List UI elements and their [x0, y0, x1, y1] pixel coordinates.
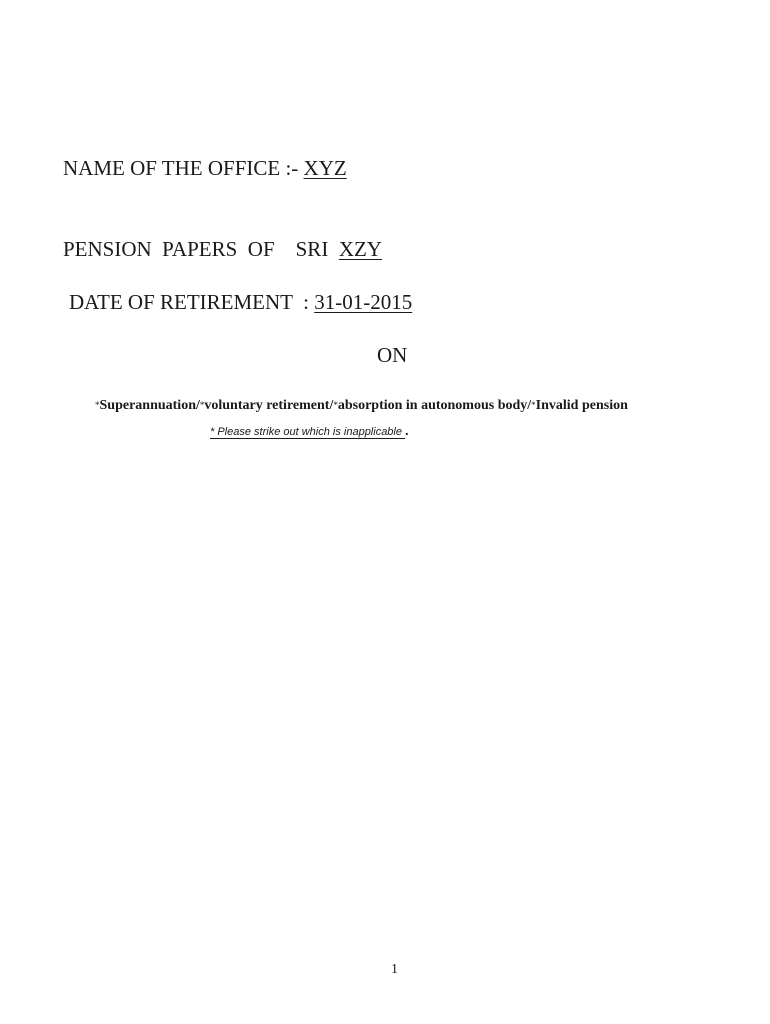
strike-marker: * [199, 400, 205, 410]
strike-out-note [210, 424, 409, 439]
option-superannuation: Superannuation/ [99, 398, 200, 413]
option-voluntary-retirement: voluntary retirement/ [204, 398, 334, 413]
office-name-line [63, 156, 347, 180]
retirement-date-value: 31-01-2015 [314, 290, 413, 314]
retirement-date-label: DATE OF RETIREMENT : [69, 290, 315, 314]
pension-papers-label: PENSION PAPERS OF SRI [63, 237, 339, 261]
retirement-date-line [69, 290, 412, 314]
page-number: 1 [391, 962, 398, 977]
on-heading: ON [377, 343, 408, 367]
office-name-value: XYZ [303, 156, 347, 180]
strike-out-note-text: * Please strike out which is inapplicable [210, 426, 406, 438]
option-invalid-pension: Invalid pension [535, 398, 628, 413]
strike-marker: * [531, 400, 536, 410]
pensioner-name: XZY [338, 237, 382, 261]
strike-out-note-period: . [405, 423, 409, 438]
option-absorption: absorption in autonomous body/ [337, 398, 532, 413]
office-name-label: NAME OF THE OFFICE :- [63, 156, 304, 180]
retirement-type-options [95, 396, 628, 415]
strike-marker: * [95, 400, 100, 410]
pension-papers-line [63, 237, 382, 261]
strike-marker: * [333, 400, 338, 410]
